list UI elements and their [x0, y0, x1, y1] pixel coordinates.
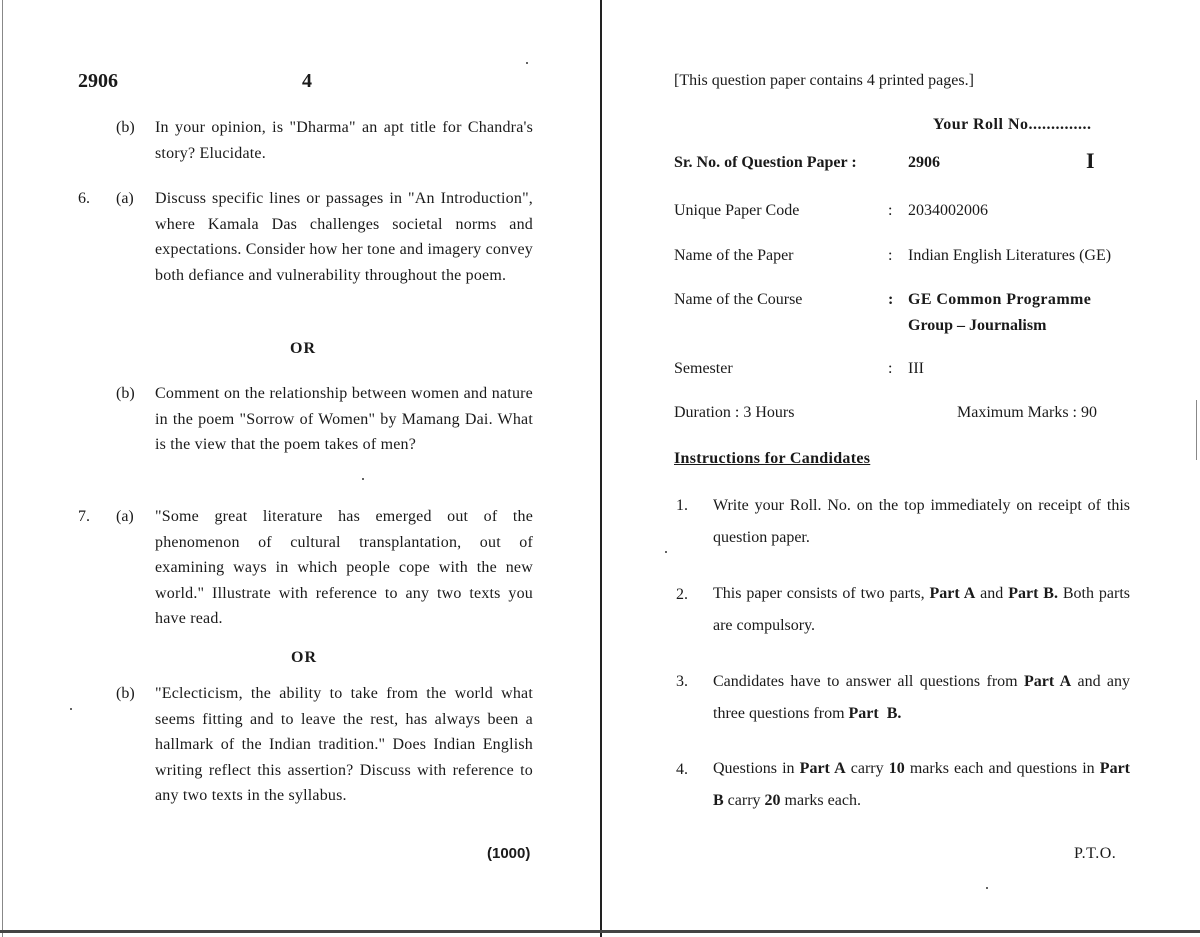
instruction-number: 1.	[676, 497, 688, 514]
sr-no-value: 2906	[908, 154, 940, 171]
left-scan-edge	[2, 0, 3, 937]
left-paper-code: 2906	[78, 70, 118, 92]
q7-or: OR	[291, 649, 317, 666]
instruction-text: Questions in Part A carry 10 marks each and questions in Part B carry 20 marks each.	[713, 760, 1130, 809]
q7a-text: "Some great literature has emerged out of the phenomenon of cultural transplantation, out of examining ways in which people cope with the new world." Illustrate with reference to any two texts you have read.	[155, 508, 533, 628]
scan-speck	[526, 62, 528, 64]
scan-speck	[70, 708, 72, 710]
q7b-text: "Eclecticism, the ability to take from the world what seems fitting and to leave the rest, has always been a hallmark of the Indian tradition." Does Indian English writing reflect this assertion? Discuss with reference to any two texts in the syllabus.	[155, 685, 533, 805]
scan-speck	[986, 887, 988, 889]
scan-speck	[362, 478, 364, 480]
scan-speck	[665, 551, 667, 553]
instruction-number: 3.	[676, 673, 688, 690]
page-number: 4	[302, 70, 312, 92]
sr-no-label: Sr. No. of Question Paper :	[674, 154, 857, 171]
instruction-number: 2.	[676, 586, 688, 603]
field-label: Name of the Course	[674, 291, 803, 308]
q7-number: 7.	[78, 508, 90, 525]
q6b-text: Comment on the relationship between women and nature in the poem "Sorrow of Women" by Mamang Dai. What is the view that the poem takes of men?	[155, 385, 533, 454]
course-name-line2: Group – Journalism	[908, 317, 1047, 334]
instruction-text: Write your Roll. No. on the top immediately on receipt of this question paper.	[713, 497, 1130, 546]
field-label: Name of the Paper	[674, 247, 794, 264]
field-label: Unique Paper Code	[674, 202, 800, 219]
semester-value: III	[908, 360, 924, 377]
pages-note: [This question paper contains 4 printed pages.]	[674, 72, 974, 89]
bottom-edge	[0, 930, 1200, 933]
q6b-label: (b)	[116, 385, 135, 402]
field-label: Semester	[674, 360, 733, 377]
please-turn-over: P.T.O.	[1074, 845, 1117, 862]
q6a-label: (a)	[116, 190, 134, 207]
instruction-number: 4.	[676, 761, 688, 778]
right-scan-edge	[1196, 400, 1197, 460]
q6-or: OR	[290, 340, 316, 357]
q6-number: 6.	[78, 190, 90, 207]
maximum-marks: Maximum Marks : 90	[957, 404, 1097, 421]
set-code: I	[1086, 148, 1095, 173]
paper-name: Indian English Literatures (GE)	[908, 247, 1112, 264]
course-name-line1: GE Common Programme	[908, 291, 1092, 308]
unique-paper-code: 2034002006	[908, 202, 988, 219]
instructions-title: Instructions for Candidates	[674, 450, 871, 467]
field-colon: :	[888, 247, 893, 264]
instruction-text: This paper consists of two parts, Part A and Part B. Both parts are compulsory.	[713, 585, 1131, 634]
q7a-label: (a)	[116, 508, 134, 525]
q6a-text: Discuss specific lines or passages in "An Introduction", where Kamala Das challenges societal norms and expectations. Consider how her tone and imagery convey both defiance and vulnerability throughout the poem.	[155, 190, 533, 284]
field-colon: :	[888, 360, 893, 377]
q5b-text: In your opinion, is "Dharma" an apt title for Chandra's story? Elucidate.	[155, 119, 533, 162]
q5b-label: (b)	[116, 119, 135, 136]
field-colon: :	[888, 202, 893, 219]
duration: Duration : 3 Hours	[674, 404, 795, 421]
q7b-label: (b)	[116, 685, 135, 702]
field-colon: :	[888, 291, 894, 308]
roll-number: Your Roll No..............	[933, 116, 1092, 133]
footer-count: (1000)	[487, 845, 531, 862]
instruction-text: Candidates have to answer all questions from Part A and any three questions from Part B.	[713, 673, 1131, 722]
page-divider	[600, 0, 602, 937]
